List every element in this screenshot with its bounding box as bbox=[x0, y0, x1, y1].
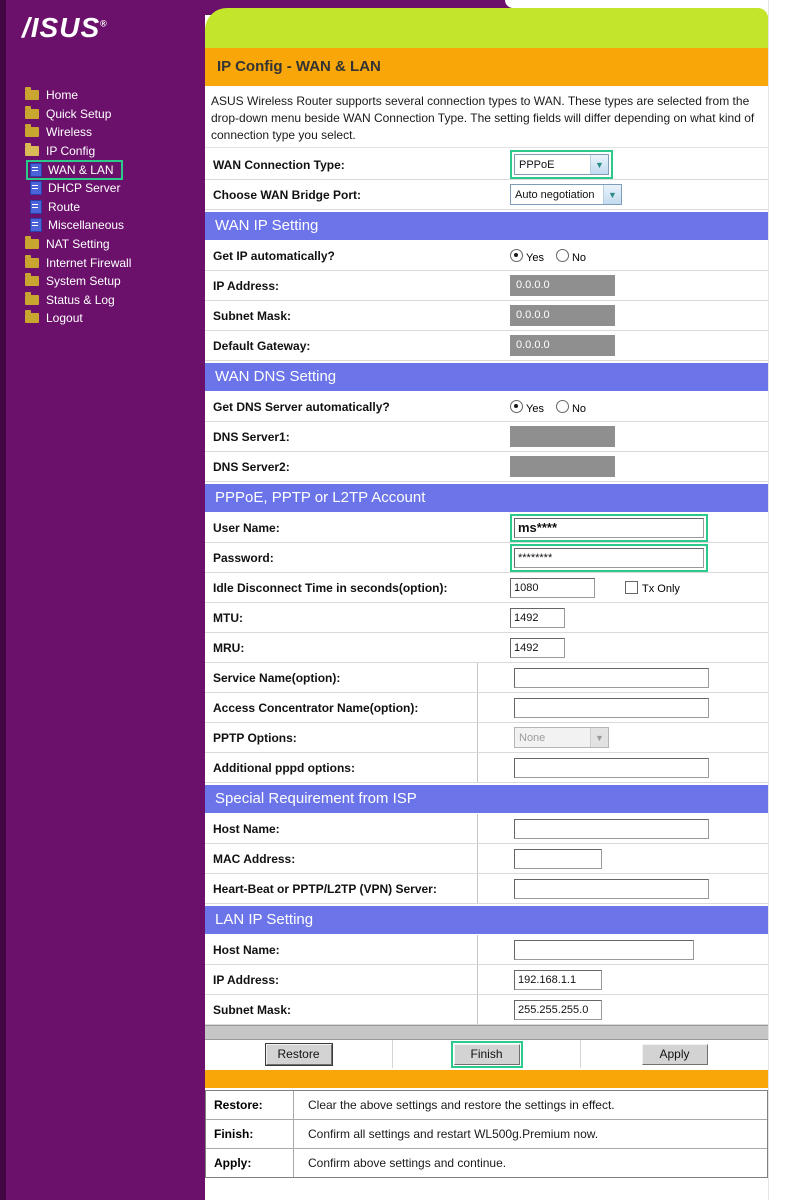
help-term: Restore: bbox=[206, 1091, 294, 1119]
field-label: Get IP automatically? bbox=[213, 248, 335, 263]
service-name-input[interactable] bbox=[514, 668, 709, 688]
field-label: DNS Server1: bbox=[213, 429, 290, 444]
document-icon bbox=[30, 200, 42, 214]
field-label: Subnet Mask: bbox=[213, 308, 292, 323]
row-user-name bbox=[205, 513, 768, 543]
sidebar-item-route[interactable] bbox=[0, 198, 205, 217]
document-icon bbox=[30, 163, 42, 177]
heartbeat-server-input[interactable] bbox=[514, 879, 709, 899]
row-password bbox=[205, 543, 768, 573]
dns-server1-field-disabled bbox=[510, 426, 615, 447]
tx-only-checkbox[interactable] bbox=[625, 581, 638, 594]
section-header-lan: LAN IP Setting bbox=[205, 906, 768, 934]
mru-input[interactable] bbox=[510, 638, 565, 658]
lan-host-name-input[interactable] bbox=[514, 940, 694, 960]
row-lan-ip-address bbox=[205, 965, 768, 995]
field-label: MRU: bbox=[213, 640, 245, 655]
row-wan-ip-address bbox=[205, 271, 768, 301]
row-heartbeat-server bbox=[205, 874, 768, 904]
wan-subnet-mask-field-disabled: 0.0.0.0 bbox=[510, 305, 615, 326]
help-description: Clear the above settings and restore the settings in effect. bbox=[308, 1098, 615, 1112]
row-idle-disconnect bbox=[205, 573, 768, 603]
asus-logo bbox=[22, 12, 108, 44]
sidebar-item-label: WAN & LAN bbox=[48, 162, 114, 177]
folder-icon bbox=[25, 276, 39, 286]
access-concentrator-input[interactable] bbox=[514, 698, 709, 718]
field-label: MTU: bbox=[213, 610, 243, 625]
wan-connection-type-select[interactable] bbox=[514, 154, 609, 175]
right-margin-strip bbox=[768, 0, 786, 1200]
section-header-wan-ip: WAN IP Setting bbox=[205, 212, 768, 240]
field-label: IP Address: bbox=[205, 965, 478, 994]
row-access-concentrator bbox=[205, 693, 768, 723]
radio-label-yes: Yes bbox=[526, 251, 544, 264]
field-label: Additional pppd options: bbox=[205, 753, 478, 782]
row-get-ip-automatically bbox=[205, 241, 768, 271]
wan-bridge-port-select[interactable] bbox=[510, 184, 622, 205]
help-row-finish bbox=[206, 1120, 767, 1149]
help-row-restore bbox=[206, 1091, 767, 1120]
radio-yes[interactable] bbox=[510, 400, 523, 413]
sidebar-item-internet-firewall[interactable] bbox=[0, 253, 205, 272]
folder-icon bbox=[25, 109, 39, 119]
row-pppd-options bbox=[205, 753, 768, 783]
button-cell bbox=[205, 1040, 393, 1068]
open-folder-icon bbox=[25, 146, 39, 156]
mtu-input[interactable] bbox=[510, 608, 565, 628]
field-label: PPTP Options: bbox=[205, 723, 478, 752]
sidebar-item-wan-lan[interactable] bbox=[0, 160, 205, 179]
field-label: Idle Disconnect Time in seconds(option): bbox=[213, 580, 448, 595]
help-description: Confirm all settings and restart WL500g.Premium now. bbox=[308, 1127, 599, 1141]
sidebar-item-logout[interactable] bbox=[0, 309, 205, 328]
sidebar-item-home[interactable] bbox=[0, 86, 205, 105]
row-wan-subnet-mask bbox=[205, 301, 768, 331]
row-mac-address bbox=[205, 844, 768, 874]
settings-form bbox=[205, 150, 768, 1178]
field-label: Subnet Mask: bbox=[205, 995, 478, 1024]
folder-icon bbox=[25, 258, 39, 268]
highlight-box bbox=[510, 544, 708, 572]
field-label: Service Name(option): bbox=[205, 663, 478, 692]
selection-highlight-box bbox=[26, 160, 123, 180]
field-label: DNS Server2: bbox=[213, 459, 290, 474]
registered-mark: ® bbox=[100, 18, 108, 29]
row-wan-connection-type bbox=[205, 150, 768, 180]
field-label: Heart-Beat or PPTP/L2TP (VPN) Server: bbox=[205, 874, 478, 903]
isp-host-name-input[interactable] bbox=[514, 819, 709, 839]
document-icon bbox=[30, 218, 42, 232]
row-isp-host-name bbox=[205, 814, 768, 844]
sidebar-item-wireless[interactable] bbox=[0, 123, 205, 142]
separator-bar bbox=[205, 1025, 768, 1040]
highlight-box bbox=[510, 514, 708, 542]
folder-icon bbox=[25, 239, 39, 249]
folder-icon bbox=[25, 295, 39, 305]
folder-icon bbox=[25, 313, 39, 323]
field-label: Default Gateway: bbox=[213, 338, 311, 353]
radio-no[interactable] bbox=[556, 249, 569, 262]
sidebar-item-nat-setting[interactable] bbox=[0, 235, 205, 254]
row-lan-host-name bbox=[205, 935, 768, 965]
chevron-down-icon: ▼ bbox=[603, 185, 621, 204]
restore-button[interactable]: Restore bbox=[266, 1044, 332, 1065]
row-get-dns-automatically bbox=[205, 392, 768, 422]
lan-subnet-mask-input[interactable] bbox=[514, 1000, 602, 1020]
sidebar-item-label: Route bbox=[48, 199, 81, 214]
select-value: None bbox=[519, 731, 546, 744]
sidebar-item-label: Home bbox=[46, 88, 79, 103]
page-title: IP Config - WAN & LAN bbox=[205, 48, 768, 86]
user-name-input[interactable] bbox=[514, 518, 704, 538]
chevron-down-icon: ▼ bbox=[590, 155, 608, 174]
top-white-notch bbox=[505, 0, 768, 8]
field-label: User Name: bbox=[213, 520, 280, 535]
pppd-options-input[interactable] bbox=[514, 758, 709, 778]
section-header-account: PPPoE, PPTP or L2TP Account bbox=[205, 484, 768, 512]
idle-disconnect-input[interactable] bbox=[510, 578, 595, 598]
top-green-tab bbox=[205, 8, 768, 48]
field-label: Get DNS Server automatically? bbox=[213, 399, 390, 414]
select-value: PPPoE bbox=[519, 158, 555, 171]
radio-label-no: No bbox=[571, 402, 587, 415]
field-label: IP Address: bbox=[213, 278, 280, 293]
help-table bbox=[205, 1090, 768, 1178]
sidebar-item-label: System Setup bbox=[46, 274, 121, 289]
pptp-options-select-disabled bbox=[514, 727, 609, 748]
row-default-gateway bbox=[205, 331, 768, 361]
section-header-wan-dns: WAN DNS Setting bbox=[205, 363, 768, 391]
apply-button[interactable]: Apply bbox=[642, 1044, 708, 1065]
row-service-name bbox=[205, 663, 768, 693]
password-input[interactable] bbox=[514, 548, 704, 568]
asus-logo-text: /ISUS bbox=[22, 12, 101, 43]
mac-address-input[interactable] bbox=[514, 849, 602, 869]
sidebar-item-label: NAT Setting bbox=[46, 237, 110, 252]
radio-label-yes: Yes bbox=[526, 402, 544, 415]
field-label: Access Concentrator Name(option): bbox=[205, 693, 478, 722]
sidebar-item-dhcp-server[interactable] bbox=[0, 179, 205, 198]
help-term: Finish: bbox=[206, 1120, 294, 1148]
sidebar-item-system-setup[interactable] bbox=[0, 272, 205, 291]
row-dns-server2 bbox=[205, 452, 768, 482]
lan-ip-address-input[interactable] bbox=[514, 970, 602, 990]
folder-icon bbox=[25, 127, 39, 137]
wan-ip-address-field-disabled: 0.0.0.0 bbox=[510, 275, 615, 296]
field-label: Choose WAN Bridge Port: bbox=[213, 187, 362, 202]
orange-divider-bar bbox=[205, 1070, 768, 1088]
dns-server2-field-disabled bbox=[510, 456, 615, 477]
row-lan-subnet-mask bbox=[205, 995, 768, 1025]
folder-icon bbox=[25, 90, 39, 100]
field-label: WAN Connection Type: bbox=[213, 157, 345, 172]
sidebar-item-label: Quick Setup bbox=[46, 106, 112, 121]
help-term: Apply: bbox=[206, 1149, 294, 1177]
chevron-down-icon: ▼ bbox=[590, 728, 608, 747]
sidebar-item-ip-config[interactable] bbox=[0, 142, 205, 161]
sidebar-item-label: Wireless bbox=[46, 125, 93, 140]
radio-no[interactable] bbox=[556, 400, 569, 413]
row-wan-bridge-port bbox=[205, 180, 768, 210]
button-row bbox=[205, 1040, 768, 1068]
sidebar-item-label: Status & Log bbox=[46, 292, 115, 307]
field-label: Password: bbox=[213, 550, 274, 565]
section-header-isp: Special Requirement from ISP bbox=[205, 785, 768, 813]
tx-only-label: Tx Only bbox=[642, 582, 680, 595]
row-mru bbox=[205, 633, 768, 663]
radio-yes[interactable] bbox=[510, 249, 523, 262]
row-dns-server1 bbox=[205, 422, 768, 452]
document-icon bbox=[30, 181, 42, 195]
field-label: Host Name: bbox=[205, 935, 478, 964]
highlight-box bbox=[451, 1041, 523, 1068]
sidebar-item-label: Logout bbox=[46, 311, 83, 326]
sidebar-item-label: Internet Firewall bbox=[46, 255, 132, 270]
page-description: ASUS Wireless Router supports several connection types to WAN. These types are selected from the drop-down menu beside WAN Connection Type. The setting fields will differ depending on what kind of connection type you select. bbox=[205, 90, 768, 148]
field-label: MAC Address: bbox=[205, 844, 478, 873]
help-description: Confirm above settings and continue. bbox=[308, 1156, 507, 1170]
finish-button[interactable]: Finish bbox=[454, 1044, 520, 1065]
sidebar-nav bbox=[0, 86, 205, 328]
sidebar-item-label: Miscellaneous bbox=[48, 218, 125, 233]
default-gateway-field-disabled: 0.0.0.0 bbox=[510, 335, 615, 356]
sidebar bbox=[0, 0, 205, 1200]
help-row-apply bbox=[206, 1149, 767, 1177]
button-cell bbox=[393, 1040, 581, 1068]
sidebar-item-label: IP Config bbox=[46, 144, 96, 159]
button-cell bbox=[581, 1040, 768, 1068]
row-mtu bbox=[205, 603, 768, 633]
field-label: Host Name: bbox=[205, 814, 478, 843]
radio-label-no: No bbox=[571, 251, 587, 264]
select-value: Auto negotiation bbox=[515, 188, 595, 201]
highlight-box bbox=[510, 150, 613, 179]
sidebar-item-status-log[interactable] bbox=[0, 291, 205, 310]
sidebar-item-quick-setup[interactable] bbox=[0, 105, 205, 124]
sidebar-item-label: DHCP Server bbox=[48, 181, 121, 196]
sidebar-item-miscellaneous[interactable] bbox=[0, 216, 205, 235]
row-pptp-options bbox=[205, 723, 768, 753]
